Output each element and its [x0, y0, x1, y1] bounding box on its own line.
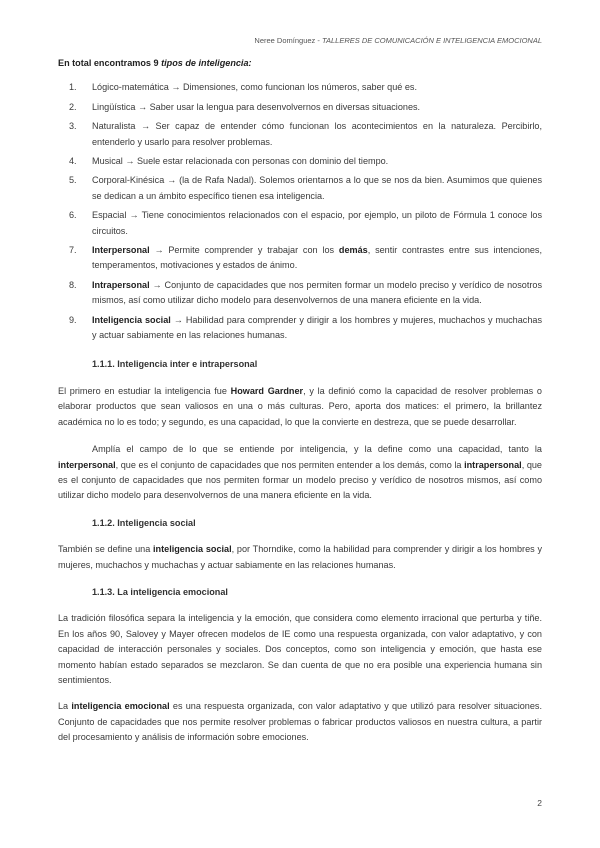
paragraph: La tradición filosófica separa la inteligencia y la emoción, que considera como elemento irracional que perturba y tiñe. En los años 90, Salovey y Mayer ofrecen modelos de IE como una respuesta organizada, con valor adaptativo, y con capacidad de interacción personales y sociales. Dos conceptos, como son inteligencia y emoción, que hasta ese momento habían estado separados se mezclaron. Se dan cuenta de que no era posible una experiencia humana sin sentimientos. [58, 613, 542, 685]
paragraph: El primero en estudiar la inteligencia fue Howard Gardner, y la definió como la capacidad de resolver problemas o elaborar productos que sean valiosos en una o más culturas. Pero, aporta dos matices: el primero, la brillantez académica no lo es todo; y segundo, es una capacidad, lo que la convierte en destreza, que se puede desarrollar. [58, 385, 542, 427]
paragraph: También se define una inteligencia social, por Thorndike, como la habilidad para comprender y dirigir a los hombres y mujeres, muchachos y muchachas y actuar sabiamente en las relaciones humanas. [58, 544, 542, 570]
section-heading: 1.1.1. Inteligencia inter e intrapersonal [92, 358, 258, 369]
header-title: TALLERES DE COMUNICACIÓN E INTELIGENCIA EMOCIONAL [321, 36, 542, 45]
list-item: 7. Interpersonal → Permite comprender y trabajar con los demás, sentir contrastes entre sus intenciones, temperamentos, motivaciones y estados de ánimo. [69, 245, 543, 271]
page-content [58, 56, 542, 746]
list-item: 1. Lógico-matemática → Dimensiones, como funcionan los números, saber qué es. [69, 82, 418, 93]
list-item: 5. Corporal-Kinésica → (la de Rafa Nadal). Solemos orientarnos a lo que se nos da bien. Asumimos que quienes se dedican a un ámbito específico tienen esa inteligencia. [69, 175, 542, 201]
paragraph: La inteligencia emocional es una respuesta organizada, con valor adaptativo y que utilizó para resolver situaciones. Conjunto de capacidades que nos permite resolver problemas o fabricar productos valiosos en nuestra cultura, a partir del procesamiento y análisis de información sobre emociones. [58, 701, 542, 743]
section-heading: 1.1.3. La inteligencia emocional [92, 586, 228, 597]
paragraph: Amplía el campo de lo que se entiende por inteligencia, y la define como una capacidad, tanto la interpersonal, que es el conjunto de capacidades que nos permiten entender a los demás, como la intrapersonal, que es el conjunto de capacidades que nos permiten formar un modelo preciso y verídico de nosotros mismos, así como utilizar dicho modelo para desenvolvernos de una manera eficiente en la vida. [58, 444, 542, 501]
intelligence-types-list [58, 80, 542, 343]
list-item: 4. Musical → Suele estar relacionada con personas con dominio del tiempo. [69, 156, 389, 167]
section-heading: 1.1.2. Inteligencia social [92, 517, 196, 528]
list-item: 8. Intrapersonal → Conjunto de capacidades que nos permiten formar un modelo preciso y verídico de nosotros mismos, así como utilizar dicho modelo para desenvolvernos de una manera eficiente en la vida. [69, 279, 542, 306]
intro-line [58, 56, 542, 71]
intro-prefix: En total encontramos 9 [58, 58, 162, 68]
intro-emphasis: tipos de inteligencia: [161, 58, 252, 68]
list-item: 2. Lingüística → Saber usar la lengua para desenvolvernos en diversas situaciones. [69, 101, 421, 112]
header-author: Neree Domínguez - [254, 36, 322, 45]
page-number: 2 [537, 798, 542, 808]
running-header [254, 36, 542, 46]
list-item: 3. Naturalista → Ser capaz de entender cómo funcionan los acontecimientos en la naturaleza. Percibirlo, entenderlo y usarlo para resolver problemas. [69, 121, 542, 147]
list-item: 6. Espacial → Tiene conocimientos relacionados con el espacio, por ejemplo, un piloto de Fórmula 1 conoce los circuitos. [69, 210, 542, 236]
list-item: 9. Inteligencia social → Habilidad para comprender y dirigir a los hombres y mujeres, muchachos y muchachas y actuar sabiamente en las relaciones humanas. [69, 314, 543, 341]
